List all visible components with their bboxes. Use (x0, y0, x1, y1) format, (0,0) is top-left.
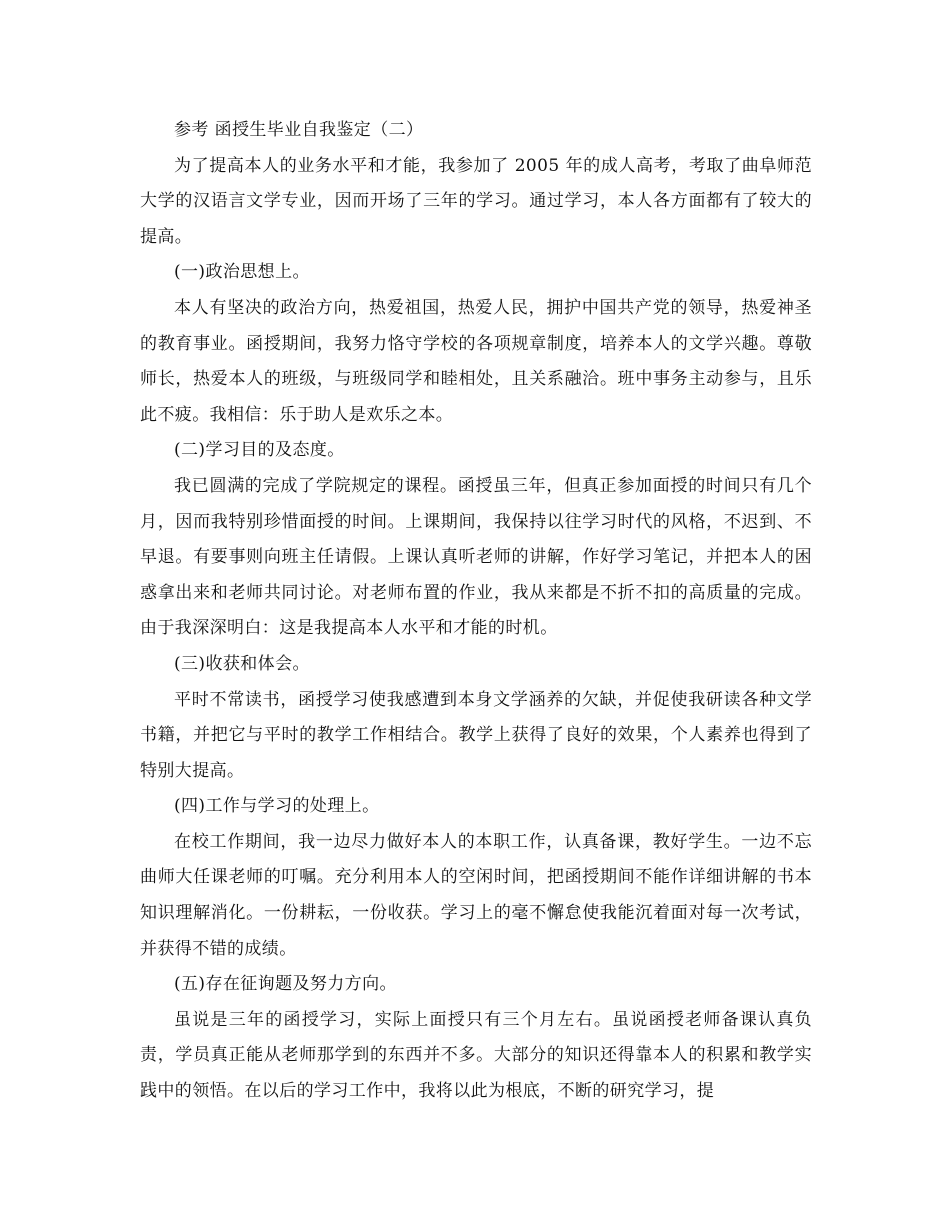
section-heading-problems: (五)存在征询题及努力方向。 (174, 974, 397, 995)
section-heading-politics: (一)政治思想上。 (174, 262, 310, 283)
work-study-paragraph: 在校工作期间，我一边尽力做好本人的本职工作，认真备课，教好学生。一边不忘曲师大任课老师的叮嘱。充分利用本人的空闲时间，把函授期间不能作详细讲解的书本知识理解消化。一份耕耘，一份收获。学习上的毫不懈怠使我能沉着面对每一次考试，并获得不错的成绩。 (140, 831, 812, 959)
study-attitude-paragraph: 我已圆满的完成了学院规定的课程。函授虽三年，但真正参加面授的时间只有几个月，因而我特别珍惜面授的时间。上课期间，我保持以往学习时代的风格，不迟到、不早退。有要事则向班主任请假。上课认真听老师的讲解，作好学习笔记，并把本人的困惑拿出来和老师共同讨论。对老师布置的作业，我从来都是不折不扣的高质量的完成。由于我深深明白：这是我提高本人水平和才能的时机。 (140, 475, 812, 639)
section-heading-gains: (三)收获和体会。 (174, 653, 310, 674)
politics-paragraph: 本人有坚决的政治方向，热爱祖国，热爱人民，拥护中国共产党的领导，热爱神圣的教育事业。函授期间，我努力恪守学校的各项规章制度，培养本人的文学兴趣。尊敬师长，热爱本人的班级，与班级同学和睦相处，且关系融洽。班中事务主动参与，且乐此不疲。我相信：乐于助人是欢乐之本。 (140, 297, 812, 425)
section-heading-work-study: (四)工作与学习的处理上。 (174, 796, 380, 817)
intro-paragraph: 为了提高本人的业务水平和才能，我参加了 2005 年的成人高考，考取了曲阜师范大学的汉语言文学专业，因而开场了三年的学习。通过学习，本人各方面都有了较大的提高。 (140, 155, 812, 247)
section-heading-study-attitude: (二)学习目的及态度。 (174, 440, 345, 461)
document-body (140, 113, 812, 1110)
problems-paragraph: 虽说是三年的函授学习，实际上面授只有三个月左右。虽说函授老师备课认真负责，学员真正能从老师那学到的东西并不多。大部分的知识还得靠本人的积累和教学实践中的领悟。在以后的学习工作中，我将以此为根底，不断的研究学习，提 (140, 1009, 812, 1102)
document-title: 参考 函授生毕业自我鉴定（二） (174, 120, 424, 140)
gains-paragraph: 平时不常读书，函授学习使我感遭到本身文学涵养的欠缺，并促使我研读各种文学书籍，并把它与平时的教学工作相结合。教学上获得了良好的效果，个人素养也得到了特别大提高。 (140, 689, 812, 781)
